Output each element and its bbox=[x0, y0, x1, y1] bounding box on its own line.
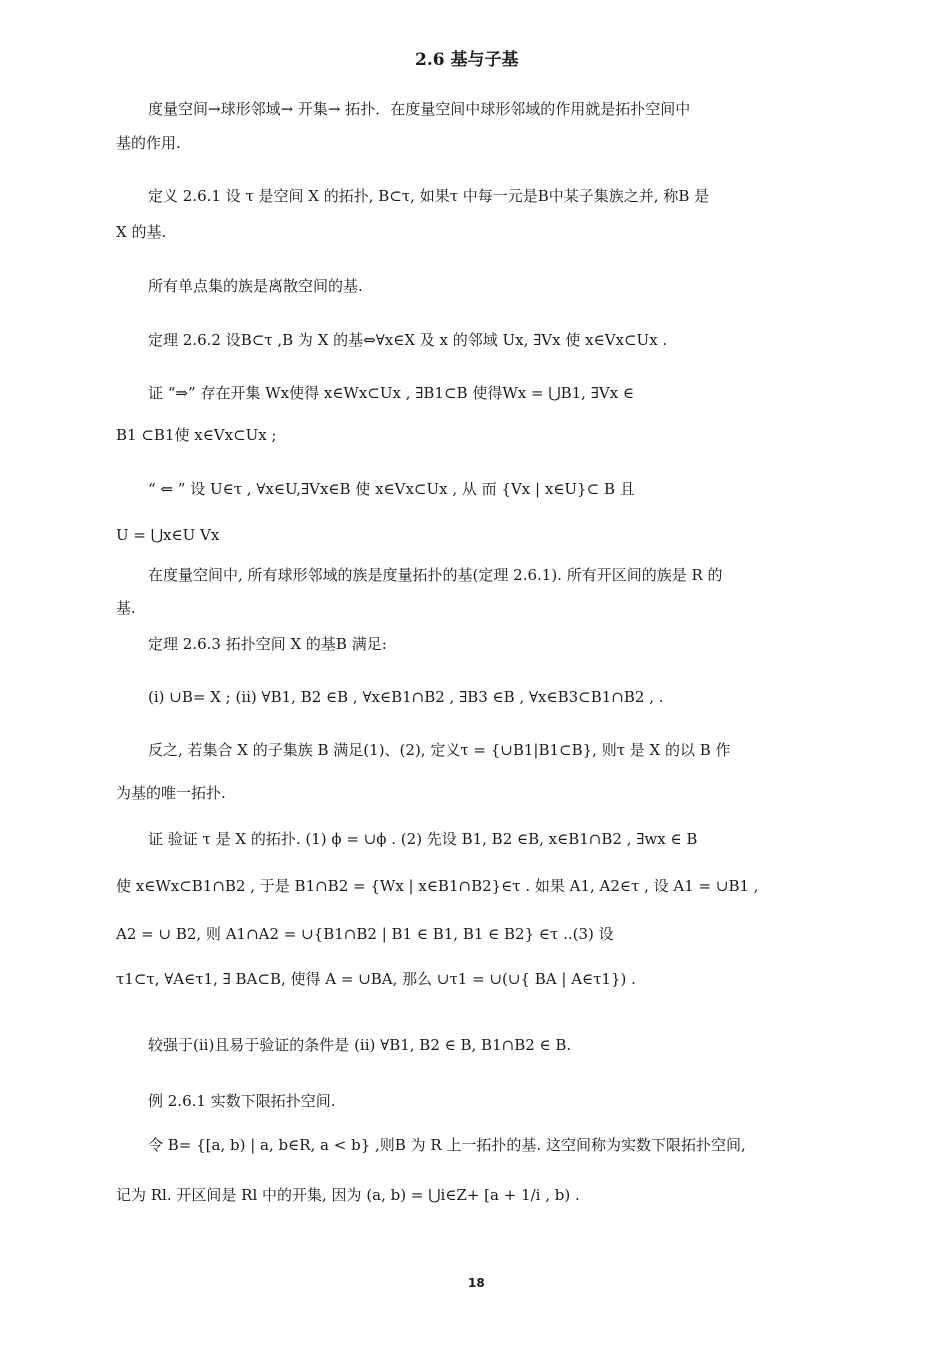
paragraph-line: 较强于(ii)且易于验证的条件是 (ii) ∀B1, B2 ∈ B, B1∩B2 ∈ B. bbox=[148, 1036, 572, 1054]
proof-line: τ1⊂τ, ∀A∈τ1, ∃ BA⊂B, 使得 A = ∪BA, 那么 ∪τ1 = ∪(∪{ BA | A∈τ1}) . bbox=[116, 970, 636, 988]
paragraph-line: 反之, 若集合 X 的子集族 B 满足(1)、(2), 定义τ = {∪B1|B1⊂B}, 则τ 是 X 的以 B 作 bbox=[148, 741, 731, 759]
formula-line: U = ⋃x∈U Vx bbox=[116, 526, 220, 544]
theorem-line: 定理 2.6.3 拓扑空间 X 的基B 满足: bbox=[148, 635, 387, 653]
proof-line: B1 ⊂B1使 x∈Vx⊂Ux ; bbox=[116, 426, 277, 444]
definition-line: 定义 2.6.1 设 τ 是空间 X 的拓扑, B⊂τ, 如果τ 中每一元是B中某子集族之并, 称B 是 bbox=[148, 187, 710, 205]
paragraph-line: 基的作用. bbox=[116, 134, 181, 152]
paragraph-line: 所有单点集的族是离散空间的基. bbox=[148, 277, 363, 295]
proof-line: 证 验证 τ 是 X 的拓扑. (1) ϕ = ∪ϕ . (2) 先设 B1, B2 ∈B, x∈B1∩B2 , ∃wx ∈ B bbox=[148, 830, 698, 848]
definition-line: X 的基. bbox=[116, 223, 167, 241]
example-line: 例 2.6.1 实数下限拓扑空间. bbox=[148, 1092, 336, 1110]
proof-line: A2 = ∪ B2, 则 A1∩A2 = ∪{B1∩B2 | B1 ∈ B1, B1 ∈ B2} ∈τ ..(3) 设 bbox=[116, 925, 614, 943]
example-line: 令 B= {[a, b) | a, b∈R, a < b} ,则B 为 R 上一拓扑的基. 这空间称为实数下限拓扑空间, bbox=[148, 1136, 746, 1154]
theorem-line: 定理 2.6.2 设B⊂τ ,B 为 X 的基⇔∀x∈X 及 x 的邻域 Ux, ∃Vx 使 x∈Vx⊂Ux . bbox=[148, 331, 668, 349]
proof-line: 使 x∈Wx⊂B1∩B2 , 于是 B1∩B2 = {Wx | x∈B1∩B2}∈τ . 如果 A1, A2∈τ , 设 A1 = ∪B1 , bbox=[116, 877, 759, 895]
page-number: 18 bbox=[468, 1276, 485, 1290]
theorem-line: (i) ∪B= X ; (ii) ∀B1, B2 ∈B , ∀x∈B1∩B2 , ∃B3 ∈B , ∀x∈B3⊂B1∩B2 , . bbox=[148, 688, 664, 706]
paragraph-line: 基. bbox=[116, 599, 136, 617]
proof-line: “ ⇐ ” 设 U∈τ , ∀x∈U,∃Vx∈B 使 x∈Vx⊂Ux , 从 而 {Vx | x∈U}⊂ B 且 bbox=[148, 480, 635, 498]
example-line: 记为 Rl. 开区间是 Rl 中的开集, 因为 (a, b) = ⋃i∈Z+ [a + 1/i , b) . bbox=[116, 1186, 580, 1204]
paragraph-line: 为基的唯一拓扑. bbox=[116, 784, 226, 802]
paragraph-line: 度量空间→球形邻域→ 开集→ 拓扑．在度量空间中球形邻域的作用就是拓扑空间中 bbox=[148, 100, 691, 118]
proof-line: 证 “⇒” 存在开集 Wx使得 x∈Wx⊂Ux , ∃B1⊂B 使得Wx = ⋃B1, ∃Vx ∈ bbox=[148, 384, 635, 402]
paragraph-line: 在度量空间中, 所有球形邻域的族是度量拓扑的基(定理 2.6.1). 所有开区间的族是 R 的 bbox=[148, 566, 723, 584]
section-title: 2.6 基与子基 bbox=[415, 50, 519, 70]
